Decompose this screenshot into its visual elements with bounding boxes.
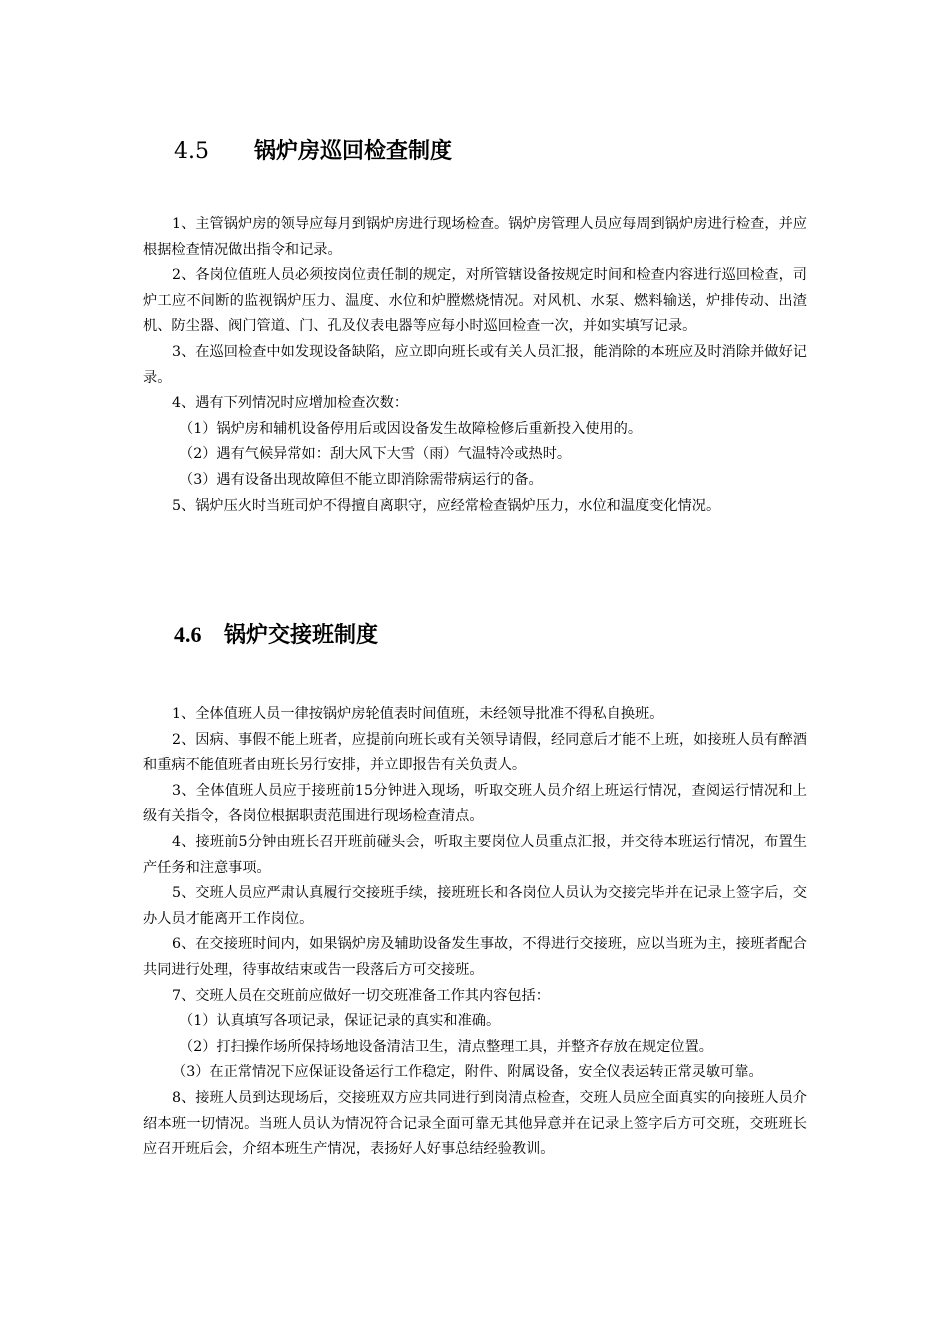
paragraph: 3、全体值班人员应于接班前15分钟进入现场，听取交班人员介绍上班运行情况，查阅运行情况和上级有关指令，各岗位根据职责范围进行现场检查清点。 bbox=[143, 782, 807, 825]
paragraph: 3、在巡回检查中如发现设备缺陷，应立即向班长或有关人员汇报，能消除的本班应及时消除并做好记录。 bbox=[143, 343, 807, 386]
section-heading bbox=[174, 618, 378, 649]
sub-item: （2）遇有气候异常如：刮大风下大雪（雨）气温特冷或热时。 bbox=[179, 446, 572, 463]
paragraph: 8、接班人员到达现场后，交接班双方应共同进行到岗清点检查，交班人员应全面真实的向接班人员介绍本班一切情况。当班人员认为情况符合记录全面可靠无其他异意并在记录上签字后方可交班，交班班长应召开班后会，介绍本班生产情况，表扬好人好事总结经验教训。 bbox=[143, 1089, 807, 1158]
section-title: 锅炉房巡回检查制度 bbox=[254, 139, 453, 164]
paragraph: 5、交班人员应严肃认真履行交接班手续，接班班长和各岗位人员认为交接完毕并在记录上签字后，交办人员才能离开工作岗位。 bbox=[143, 885, 807, 927]
paragraph: 4、遇有下列情况时应增加检查次数： bbox=[172, 395, 409, 412]
sub-item: （1）锅炉房和辅机设备停用后或因设备发生故障检修后重新投入使用的。 bbox=[179, 420, 643, 437]
paragraph: 1、全体值班人员一律按锅炉房轮值表时间值班，未经领导批准不得私自换班。 bbox=[172, 706, 664, 722]
paragraph: 2、因病、事假不能上班者，应提前向班长或有关领导请假，经同意后才能不上班，如接班人员有醉酒和重病不能值班者由班长另行安排，并立即报告有关负责人。 bbox=[143, 731, 807, 774]
section-title: 锅炉交接班制度 bbox=[224, 623, 379, 648]
section-number: 4.5 bbox=[174, 139, 209, 164]
paragraph: 5、锅炉压火时当班司炉不得擅自离职守，应经常检查锅炉压力，水位和温度变化情况。 bbox=[172, 497, 721, 514]
sub-item: （2）打扫操作场所保持场地设备清洁卫生，清点整理工具，并整齐存放在规定位置。 bbox=[179, 1038, 713, 1055]
section-number: 4.6 bbox=[174, 622, 202, 647]
section-body bbox=[143, 212, 807, 519]
paragraph: 4、接班前5分钟由班长召开班前碰头会，听取主要岗位人员重点汇报，并交待本班运行情况，布置生产任务和注意事项。 bbox=[143, 833, 807, 876]
sub-item: （1）认真填写各项记录，保证记录的真实和准确。 bbox=[179, 1013, 501, 1030]
paragraph: （3）在正常情况下应保证设备运行工作稳定，附件、附属设备，安全仪表运转正常灵敏可靠。 bbox=[172, 1064, 763, 1081]
paragraph: 2、各岗位值班人员必须按岗位责任制的规定，对所管辖设备按规定时间和检查内容进行巡回检查，司炉工应不间断的监视锅炉压力、温度、水位和炉膛燃烧情况。对风机、水泵、燃料输送，炉排传动、出渣机、防尘器、阀门管道、门、孔及仪表电器等应每小时巡回检查一次，并如实填写记录。 bbox=[143, 267, 807, 335]
paragraph: 1、主管锅炉房的领导应每月到锅炉房进行现场检查。锅炉房管理人员应每周到锅炉房进行检查，并应根据检查情况做出指令和记录。 bbox=[143, 216, 807, 258]
paragraph: 6、在交接班时间内，如果锅炉房及辅助设备发生事故，不得进行交接班，应以当班为主，接班者配合共同进行处理，待事故结束或告一段落后方可交接班。 bbox=[143, 936, 807, 978]
section-body bbox=[143, 702, 807, 1163]
section-heading bbox=[174, 134, 452, 165]
paragraph: 7、交班人员在交班前应做好一切交班准备工作其内容包括： bbox=[172, 987, 550, 1004]
sub-item: （3）遇有设备出现故障但不能立即消除需带病运行的备。 bbox=[179, 471, 543, 488]
